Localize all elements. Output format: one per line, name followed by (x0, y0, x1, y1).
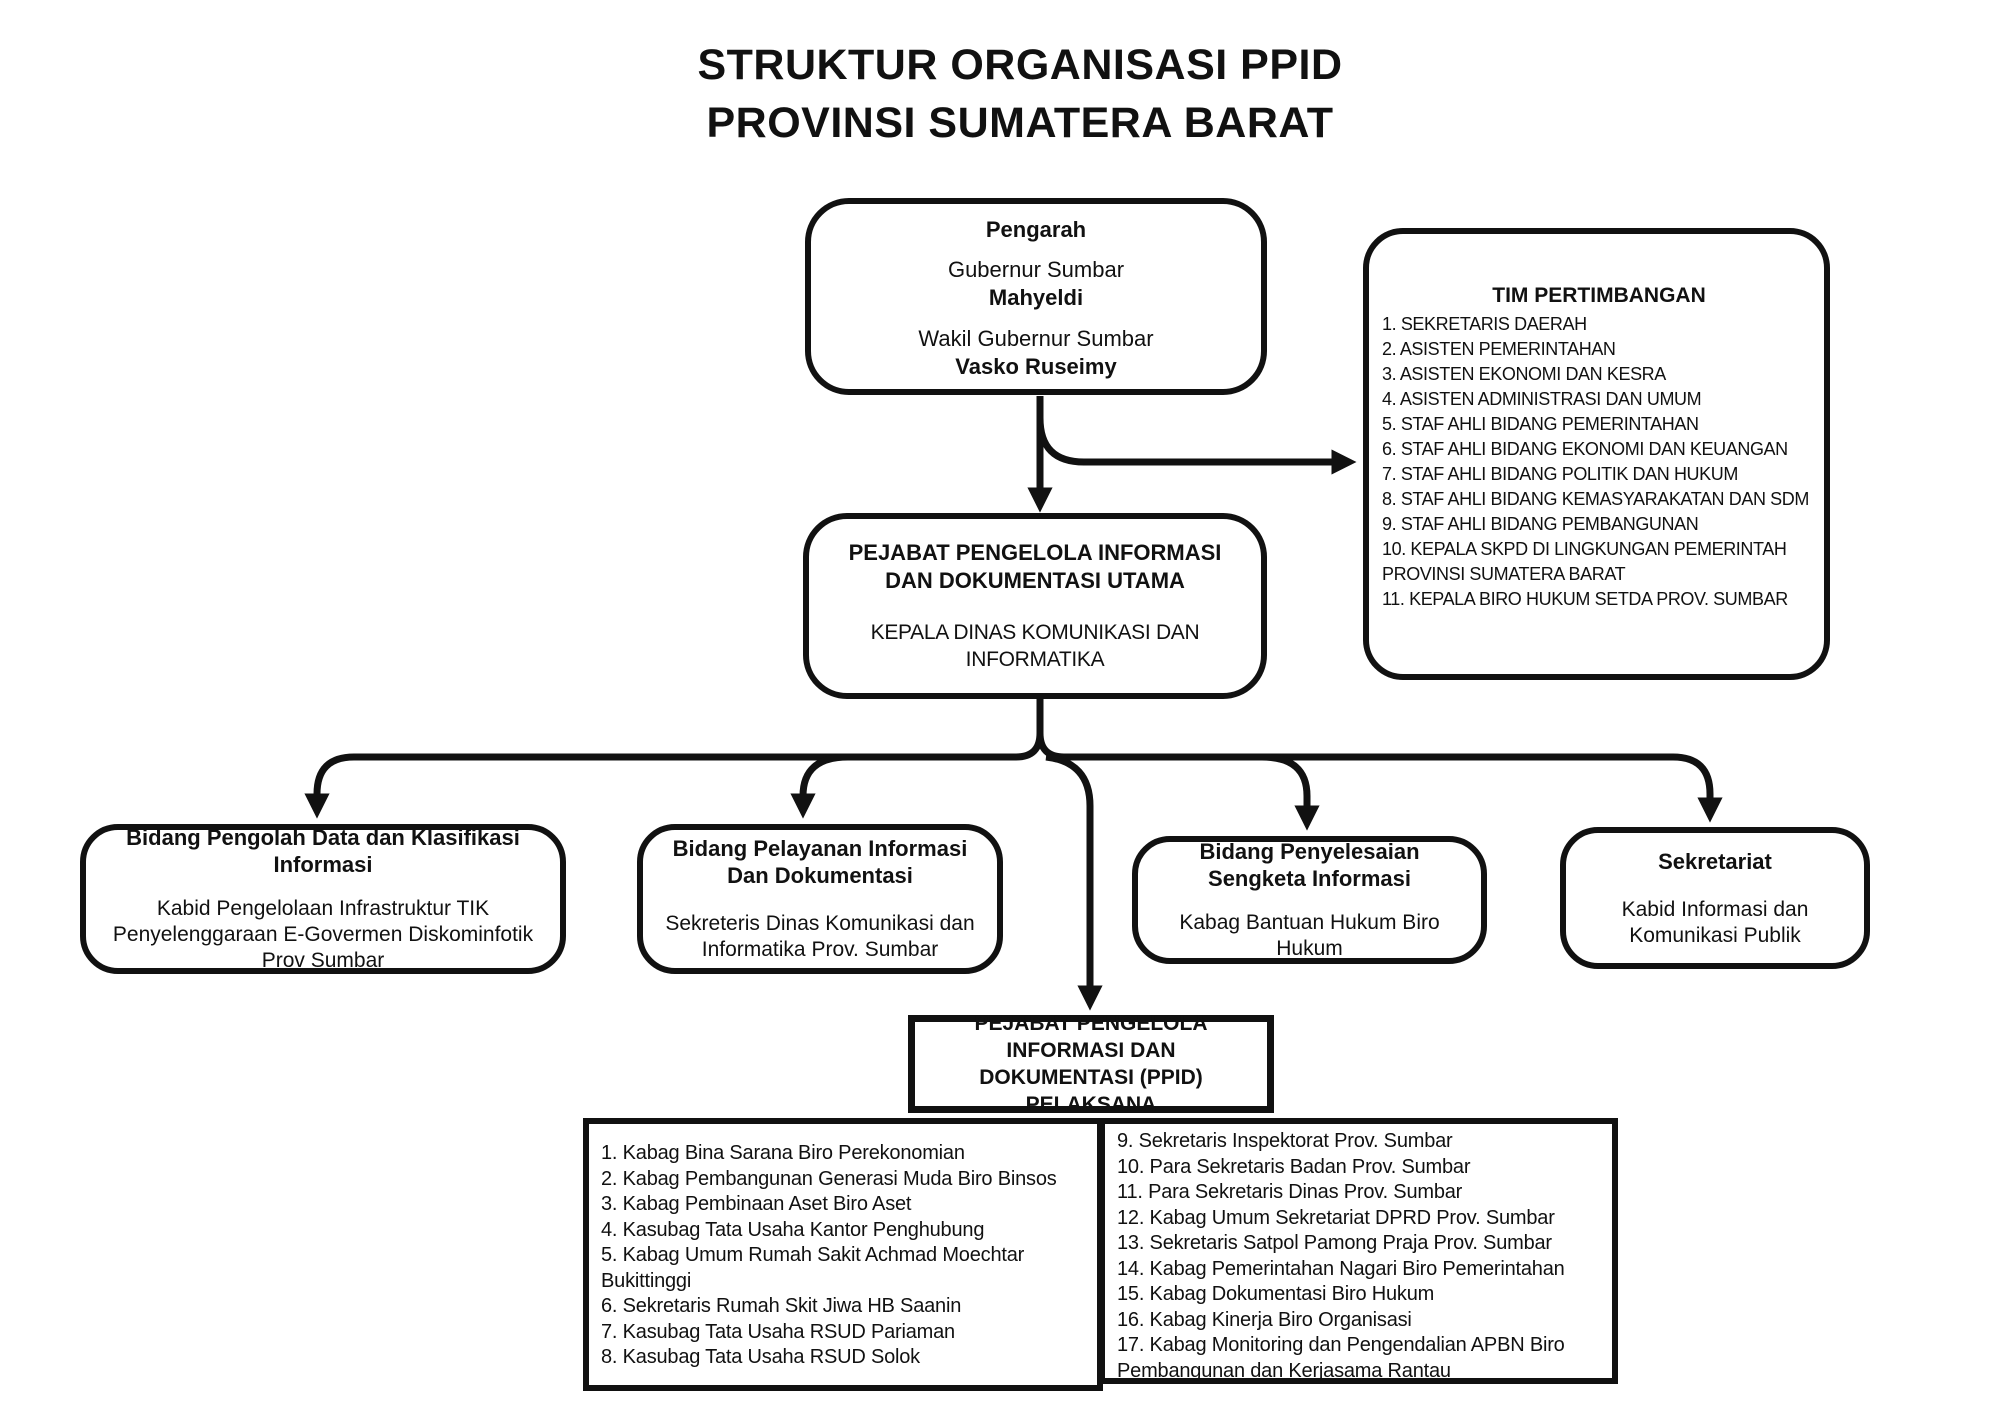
connector-utama-to-bidang1 (317, 699, 1040, 806)
tim-pertimbangan-box (1363, 228, 1830, 680)
pelaksana-list-right (1099, 1118, 1618, 1384)
list-item: 10. KEPALA SKPD DI LINGKUNGAN PEMERINTAH PROVINSI SUMATERA BARAT (1382, 539, 1787, 584)
connector-utama-to-pelaksana (1046, 757, 1090, 998)
list-item: 5. Kabag Umum Rumah Sakit Achmad Moechtar Bukittinggi (601, 1244, 1025, 1292)
page-title-line2: PROVINSI SUMATERA BARAT (706, 99, 1334, 147)
list-item: 3. Kabag Pembinaan Aset Biro Aset (601, 1193, 912, 1215)
tim-pertimbangan-list (1382, 312, 1816, 612)
connector-rail-to-bidang2 (803, 757, 848, 806)
bidang-pengolah-data-box (80, 824, 566, 974)
list-item: 1. SEKRETARIS DAERAH (1382, 314, 1587, 334)
bidang-penyelesaian-sengketa-box (1132, 836, 1487, 964)
list-item: 14. Kabag Pemerintahan Nagari Biro Pemerintahan (1117, 1257, 1565, 1280)
list-item: 2. ASISTEN PEMERINTAHAN (1382, 339, 1616, 359)
list-item: 17. Kabag Monitoring dan Pengendalian APBN Biro Pembangunan dan Kerjasama Rantau (1117, 1334, 1565, 1382)
list-item: 4. ASISTEN ADMINISTRASI DAN UMUM (1382, 389, 1702, 409)
ppid-utama-box (803, 513, 1267, 699)
ppid-pelaksana-box (908, 1012, 1274, 1116)
connector-rail-to-bidang3 (1262, 757, 1307, 818)
connector-pengarah-to-tim (1040, 418, 1344, 462)
list-item: 10. Para Sekretaris Badan Prov. Sumbar (1117, 1155, 1471, 1178)
bidang-title: Bidang Penyelesaian Sengketa Informasi (1199, 839, 1420, 891)
page-title-line1: STRUKTUR ORGANISASI PPID (697, 41, 1343, 89)
list-item: 8. STAF AHLI BIDANG KEMASYARAKATAN DAN SDM (1382, 489, 1809, 509)
bidang-subtitle: Kabid Pengelolaan Infrastruktur TIK Penyelenggaraan E-Govermen Diskominfotik Prov Sumbar (112, 897, 534, 972)
pengarah-member (811, 256, 1261, 312)
pengarah-member (811, 325, 1261, 381)
member-role: Gubernur Sumbar (947, 257, 1125, 282)
bidang-title: Bidang Pelayanan Informasi Dan Dokumentasi (672, 836, 968, 888)
tim-pertimbangan-header: TIM PERTIMBANGAN (1492, 284, 1706, 307)
bidang-subtitle: Sekreteris Dinas Komunikasi dan Informatika Prov. Sumbar (665, 912, 975, 961)
list-item: 3. ASISTEN EKONOMI DAN KESRA (1382, 364, 1666, 384)
bidang-title: Bidang Pengolah Data dan Klasifikasi Informasi (126, 825, 520, 877)
list-item: 8. Kasubag Tata Usaha RSUD Solok (601, 1346, 920, 1368)
ppid-utama-subtitle: KEPALA DINAS KOMUNIKASI DAN INFORMATIKA (870, 621, 1200, 671)
ppid-pelaksana-title: PEJABAT PENGELOLA INFORMASI DAN DOKUMENTASI (PPID) PELAKSANA (974, 1012, 1208, 1116)
bidang-subtitle: Kabid Informasi dan Komunikasi Publik (1621, 897, 1809, 947)
list-item: 13. Sekretaris Satpol Pamong Praja Prov. Sumbar (1117, 1232, 1552, 1254)
list-item: 7. Kasubag Tata Usaha RSUD Pariaman (601, 1320, 955, 1343)
connector-utama-to-bidang4 (1040, 733, 1710, 810)
bidang-title: Sekretariat (1658, 848, 1772, 874)
pelaksana-list-left (583, 1118, 1103, 1391)
list-item: 5. STAF AHLI BIDANG PEMERINTAHAN (1382, 414, 1699, 434)
bidang-subtitle: Kabag Bantuan Hukum Biro Hukum (1179, 911, 1440, 960)
list-item: 1. Kabag Bina Sarana Biro Perekonomian (601, 1142, 965, 1164)
list-item: 11. KEPALA BIRO HUKUM SETDA PROV. SUMBAR (1382, 589, 1788, 609)
list-item: 6. Sekretaris Rumah Skit Jiwa HB Saanin (601, 1295, 962, 1317)
list-item: 15. Kabag Dokumentasi Biro Hukum (1117, 1283, 1435, 1305)
pengarah-header: Pengarah (985, 217, 1087, 242)
list-item: 4. Kasubag Tata Usaha Kantor Penghubung (601, 1218, 985, 1241)
list-item: 2. Kabag Pembangunan Generasi Muda Biro Binsos (601, 1167, 1057, 1190)
list-item: 16. Kabag Kinerja Biro Organisasi (1117, 1308, 1412, 1331)
bidang-pelayanan-informasi-box (637, 824, 1003, 974)
ppid-utama-title: PEJABAT PENGELOLA INFORMASI DAN DOKUMENTASI UTAMA (848, 540, 1222, 593)
list-item: 12. Kabag Umum Sekretariat DPRD Prov. Sumbar (1117, 1206, 1555, 1229)
sekretariat-box (1560, 827, 1870, 969)
list-item: 9. Sekretaris Inspektorat Prov. Sumbar (1117, 1130, 1453, 1152)
list-item: 9. STAF AHLI BIDANG PEMBANGUNAN (1382, 514, 1699, 534)
pengarah-box (805, 198, 1267, 395)
list-item: 6. STAF AHLI BIDANG EKONOMI DAN KEUANGAN (1382, 439, 1788, 459)
list-item: 7. STAF AHLI BIDANG POLITIK DAN HUKUM (1382, 464, 1738, 484)
member-role: Wakil Gubernur Sumbar (918, 326, 1154, 351)
list-item: 11. Para Sekretaris Dinas Prov. Sumbar (1117, 1181, 1463, 1203)
member-name: Vasko Ruseimy (955, 354, 1117, 379)
member-name: Mahyeldi (988, 285, 1084, 310)
